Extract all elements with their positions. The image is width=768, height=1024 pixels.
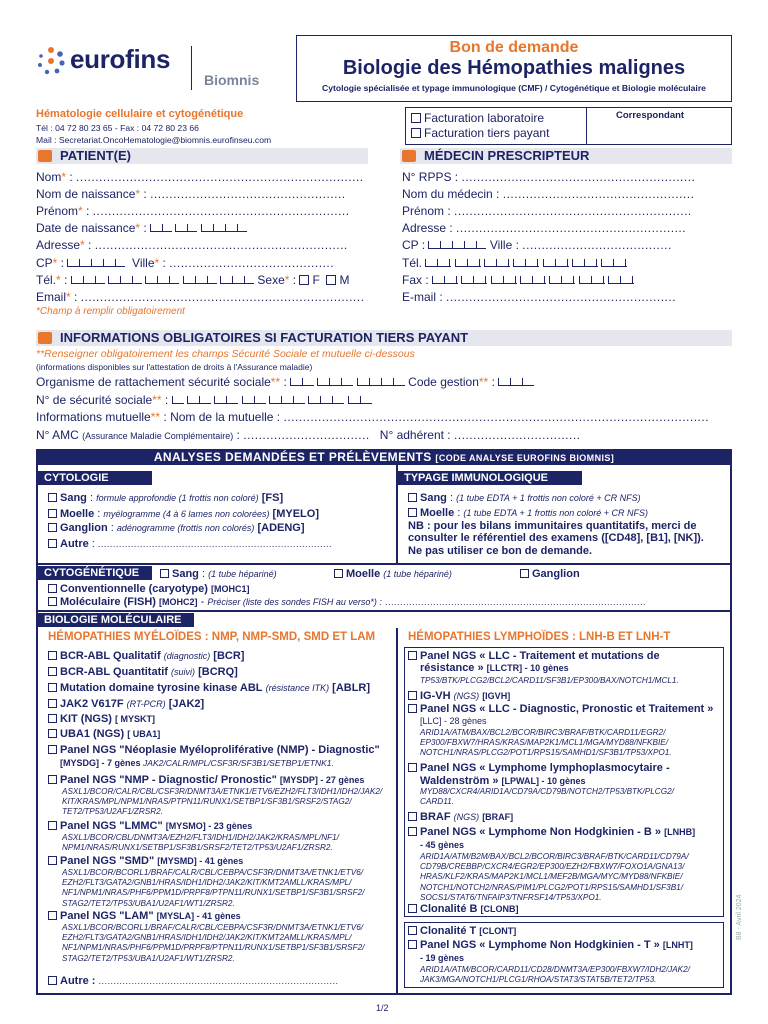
analyses-code-note: [CODE ANALYSE EUROFINS BIOMNIS] — [435, 453, 615, 463]
bio-mol-autre[interactable]: Autre : ................................................................................ — [48, 975, 339, 987]
panel-lmmc-genes: ASXL1/BCOR/CBL/DNMT3A/EZH2/FLT3/IDH1/IDH2/JAK2/KRAS/MPL/NF1/ NPM1/NRAS/RUNX1/SETBP1/SF3B1/SRSF2/TET2/TP53/U2AF1/ZRSR2. — [62, 833, 339, 853]
cytologie-bar: CYTOLOGIE — [38, 471, 152, 485]
insurance-section-bar — [36, 330, 732, 346]
panel-lam[interactable]: Panel NGS "LAM" [MYSLA] - 41 gènes — [48, 910, 241, 922]
panel-lnh-t-count: - 19 gènes — [420, 953, 465, 963]
patient-cp-field[interactable]: CP* : Ville* : ........................................... — [36, 256, 335, 270]
insurance-note: **Renseigner obligatoirement les champs Sécurité Sociale et mutuelle ci-dessous — [36, 348, 415, 360]
lymphoid-title: HÉMOPATHIES LYMPHOÏDES : LNH-B ET LNH-T — [408, 631, 671, 643]
panel-lnh-t-genes: ARID1A/ATM/BCOR/CARD11/CD28/DNMT3A/EP300/FBXW7/IDH2/JAK2/ JAK3/MGA/NOTCH1/PLCG1/RHOA/STAT3/STAT5B/TET2/TP53. — [420, 965, 690, 985]
title-box — [296, 35, 732, 102]
typage-bar: TYPAGE IMMUNOLOGIQUE [IPHEN] — [398, 471, 582, 485]
panel-lnh-b-genes: ARID1A/ATM/B2M/BAX/BCL2/BCOR/BIRC3/BRAF/BTK/CARD11/CD79A/ CD79B/CREBBP/CXCR4/EGR2/EP300/EZH2/FBXW7/FOXO1A/GNA13/ HRAS/KLF2/KRAS/MAP2K1/MCL1/MEF2B/MGA/MYC/MYD88/NFKBIE/ NOTCH1/NOTCH2/NRAS/PIM1/PLCG2/POT1/RPS15/SAMHD1/SF3B1/ SOCS1/STAT6/TNFAIP3/TNFRSF14/TP53/XPO1. — [420, 852, 689, 902]
logo-icon — [36, 46, 66, 76]
panel-llc-resistance-code: résistance » [LLCTR] - 10 gènes — [420, 662, 569, 674]
panel-smd[interactable]: Panel NGS "SMD" [MYSMD] - 41 gènes — [48, 855, 243, 867]
correspondent-label: Correspondant — [616, 110, 685, 121]
cytogen-sang[interactable]: Sang : (1 tube hépariné) — [160, 568, 277, 580]
doctor-prenom-field[interactable]: Prénom : .............................................................. — [402, 204, 692, 218]
required-note: *Champ à remplir obligatoirement — [36, 306, 185, 317]
doctor-nom-field[interactable]: Nom du médecin : .................................................. — [402, 187, 695, 201]
braf[interactable]: BRAF (NGS) [BRAF] — [408, 811, 513, 823]
doctor-cp-field[interactable]: CP : Ville : ....................................... — [402, 238, 672, 252]
panel-lpl-code: Waldenström » [LPWAL] - 10 gènes — [420, 775, 586, 787]
insurance-amc-field[interactable]: N° AMC (Assurance Maladie Complémentaire) : ................................. N° adhérent : ................................. — [36, 428, 581, 442]
patient-adresse-field[interactable]: Adresse* : .................................................................. — [36, 238, 348, 252]
panel-nmp[interactable]: Panel NGS "Néoplasie Myéloproliférative (NMP) - Diagnostic" — [48, 744, 380, 756]
clonalite-t[interactable]: Clonalité T [CLONT] — [408, 925, 516, 937]
typage-note-3: Ne pas utiliser ce bon de demande. — [408, 545, 592, 557]
jak2[interactable]: JAK2 V617F (RT-PCR) [JAK2] — [48, 698, 204, 710]
panel-lnh-b[interactable]: Panel NGS « Lymphome Non Hodgkinien - B » [LNHB] — [408, 826, 695, 838]
abl-mutation[interactable]: Mutation domaine tyrosine kinase ABL (résistance ITK) [ABLR] — [48, 682, 370, 694]
panel-smd-genes: ASXL1/BCOR/BCORL1/BRAF/CALR/CBL/CEBPA/CSF3R/DNMT3A/ETNK1/ETV6/ EZH2/FLT3/GATA2/GNB1/HRAS/IDH1/IDH2/JAK2/KIT/KMT2AMLL/KRAS/MPL/ NF1/NPM1/NRAS/PHF6/PPM1D/PRPF8/PTPN11/RUNX1/SETBP1/SF3B1/SRSF2/ STAG2/TET2/TP53/UBA1/U2AF1/WT1/ZRSR2. — [62, 868, 365, 908]
version-label: B8 - Avril 2024 — [736, 894, 743, 940]
panel-nmp-code: [MYSDG] - 7 gènes JAK2/CALR/MPL/CSF3R/SF3B1/SETBP1/ETNK1. — [60, 758, 334, 768]
analyses-title: ANALYSES DEMANDÉES ET PRÉLÈVEMENTS — [153, 450, 432, 464]
bio-mol-bar: BIOLOGIE MOLÉCULAIRE — [38, 613, 194, 627]
patient-prenom-field[interactable]: Prénom* : ................................................................... — [36, 204, 350, 218]
panel-lpl[interactable]: Panel NGS « Lymphome lymphoplasmocytaire - — [408, 762, 670, 774]
lab-phone: Tél : 04 72 80 23 65 - Fax : 04 72 80 23 66 — [36, 123, 199, 133]
billing-third[interactable] — [411, 126, 549, 140]
patient-section-title: PATIENT(E) — [60, 148, 132, 163]
typage-sang[interactable]: Sang : (1 tube EDTA + 1 frottis non coloré + CR NFS) — [408, 492, 641, 504]
patient-dob-field[interactable]: Date de naissance* : — [36, 221, 247, 235]
cytogen-moelle[interactable]: Moelle (1 tube hépariné) — [334, 568, 452, 580]
cytologie-sang[interactable]: Sang : formule approfondie (1 frottis non coloré) [FS] — [48, 492, 283, 504]
panel-llc-resistance[interactable]: Panel NGS « LLC - Traitement et mutations de — [408, 650, 660, 662]
analyses-header — [36, 449, 732, 465]
cytogen-ganglion[interactable]: Ganglion — [520, 568, 580, 580]
billing-box — [405, 107, 732, 145]
page-number: 1/2 — [376, 1003, 389, 1013]
panel-lnh-b-count: - 45 gènes — [420, 840, 465, 850]
bcr-abl-quant[interactable]: BCR-ABL Quantitatif (suivi) [BCRQ] — [48, 666, 238, 678]
doctor-adresse-field[interactable]: Adresse : ............................................................ — [402, 221, 687, 235]
cytologie-autre[interactable]: Autre : .............................................................................. — [48, 538, 332, 550]
form-type: Bon de demande — [449, 39, 579, 56]
panel-nmp-smd-genes: ASXL1/BCOR/CALR/CBL/CSF3R/DNMT3A/ETNK1/ETV6/EZH2/FLT3/IDH1/IDH2/JAK2/ KIT/KRAS/MPL/NPM1/NRAS/PTPN11/RUNX1/SETBP1/SF3B1/SRSF2/STAG2/ TET2/TP53/U2AF1/ZRSR2. — [62, 787, 383, 817]
typage-note-2: consulter le référentiel des examens ([CD48], [B1], [NK]). — [408, 532, 704, 544]
eurofins-logo — [36, 44, 276, 94]
panel-lpl-genes: MYD88/CXCR4/ARID1A/CD79A/CD79B/NOTCH2/TP53/BTK/PLCG2/ CARD11. — [420, 787, 674, 807]
clonalite-b[interactable]: Clonalité B [CLONB] — [408, 903, 519, 915]
insurance-note-2: (informations disponibles sur l'attestation de droits à l'Assurance maladie) — [36, 362, 313, 372]
patient-section-bar — [36, 148, 368, 164]
cytologie-moelle[interactable]: Moelle : myélogramme (4 à 6 lames non colorées) [MYELO] — [48, 508, 319, 520]
billing-lab-label: Facturation laboratoire — [424, 111, 545, 125]
doctor-tel-field[interactable]: Tél. — [402, 256, 627, 270]
cytologie-ganglion[interactable]: Ganglion : adénogramme (frottis non colorés) [ADENG] — [48, 522, 305, 534]
panel-nmp-smd[interactable]: Panel NGS "NMP - Diagnostic/ Pronostic" [MYSDP] - 27 gènes — [48, 774, 364, 786]
sex-f-checkbox[interactable] — [299, 275, 309, 285]
doctor-section-bar — [400, 148, 732, 164]
billing-third-label: Facturation tiers payant — [424, 126, 550, 140]
panel-llc-diag-code: [LLC] - 28 gènes — [420, 716, 487, 726]
cytogen-moleculaire[interactable]: Moléculaire (FISH) [MOHC2] - Préciser (liste des sondes FISH au verso*) : ....................................................................................... — [48, 596, 646, 608]
kit-ngs[interactable]: KIT (NGS) [ MYSKT] — [48, 713, 155, 725]
bcr-abl-qual[interactable]: BCR-ABL Qualitatif (diagnostic) [BCR] — [48, 650, 244, 662]
logo-subbrand: Biomnis — [204, 72, 260, 88]
typage-moelle[interactable]: Moelle : (1 tube EDTA + 1 frottis non coloré + CR NFS) — [408, 507, 648, 519]
uba1-ngs[interactable]: UBA1 (NGS) [ UBA1] — [48, 728, 160, 740]
lab-name: Hématologie cellulaire et cytogénétique — [36, 108, 244, 120]
panel-lnh-t[interactable]: Panel NGS « Lymphome Non Hodgkinien - T » [LNHT] — [408, 939, 693, 951]
patient-tel-field[interactable]: Tél.* : Sexe* : F M — [36, 273, 350, 287]
patient-nom-field[interactable]: Nom* : ........................................................................... — [36, 170, 364, 184]
lab-email: Mail : Secretariat.OncoHematologie@biomnis.eurofinseu.com — [36, 135, 272, 145]
panel-lam-genes: ASXL1/BCOR/BCORL1/BRAF/CALR/CBL/CEBPA/CSF3R/DNMT3A/ETNK1/ETV6/ EZH2/FLT3/GATA2/GNB1/HRAS/IDH1/IDH2/JAK2/KIT/KMT2AMLL/KRAS/MPL/ NF1/NPM1/NRAS/PHF6/PPM1D/PRPF8/PTPN11/RUNX1/SETBP1/SF3B1/SRSF2/ STAG2/TET2/TP53/UBA1/U2AF1/WT1/ZRSR2. — [62, 923, 365, 963]
billing-lab[interactable] — [411, 111, 544, 125]
insurance-section-title: INFORMATIONS OBLIGATOIRES SI FACTURATION TIERS PAYANT — [60, 330, 469, 345]
insurance-ssn-field[interactable]: N° de sécurité sociale** : — [36, 393, 372, 407]
panel-llc-diag-genes: ARID1A/ATM/BAX/BCL2/BCOR/BIRC3/BRAF/BTK/CARD11/EGR2/ EP300/FBXW7/HRAS/KRAS/MAP2K1/MCL1/MGA/MYD88/NFKBIE/ NOTCH1/NRAS/PLCG2/POT1/RPS15/SAMHD1/SF3B1/TP53/XPO1. — [420, 728, 672, 758]
panel-llc-resistance-genes: TP53/BTK/PLCG2/BCL2/CARD11/SF3B1/EP300/BAX/NOTCH1/MCL1. — [420, 676, 679, 685]
insurance-mutuelle-field[interactable]: Informations mutuelle** : Nom de la mutuelle : ............................................................................................................... — [36, 410, 710, 424]
doctor-rpps-field[interactable]: N° RPPS : ............................................................. — [402, 170, 696, 184]
doctor-email-field[interactable]: E-mail : ............................................................ — [402, 290, 677, 304]
panel-llc-diag[interactable]: Panel NGS « LLC - Diagnostic, Pronostic et Traitement » — [408, 703, 713, 715]
cytogen-conventionnelle[interactable]: Conventionnelle (caryotype) [MOHC1] — [48, 583, 249, 595]
doctor-fax-field[interactable]: Fax : — [402, 273, 634, 287]
panel-lmmc[interactable]: Panel NGS "LMMC" [MYSMO] - 23 gènes — [48, 820, 252, 832]
sex-m-checkbox[interactable] — [326, 275, 336, 285]
cytogenetique-bar: CYTOGÉNÉTIQUE — [38, 566, 152, 580]
igvh[interactable]: IG-VH (NGS) [IGVH] — [408, 690, 510, 702]
doctor-section-title: MÉDECIN PRESCRIPTEUR — [424, 148, 590, 163]
page-title: Biologie des Hémopathies malignes — [342, 57, 686, 79]
page-subtitle: Cytologie spécialisée et typage immunologique (CMF) / Cytogénétique et Biologie moléculaire — [322, 83, 706, 93]
insurance-org-field[interactable]: Organisme de rattachement sécurité sociale** : Code gestion** : — [36, 375, 534, 389]
logo-wordmark: eurofins — [70, 44, 171, 74]
myeloid-title: HÉMOPATHIES MYÉLOÏDES : NMP, NMP-SMD, SMD ET LAM — [48, 631, 376, 643]
typage-note-1: NB : pour les bilans immunitaires quantitatifs, merci de — [408, 520, 697, 532]
patient-email-field[interactable]: Email* : .......................................................................... — [36, 290, 365, 304]
patient-birthname-field[interactable]: Nom de naissance* : ................................................... — [36, 187, 346, 201]
